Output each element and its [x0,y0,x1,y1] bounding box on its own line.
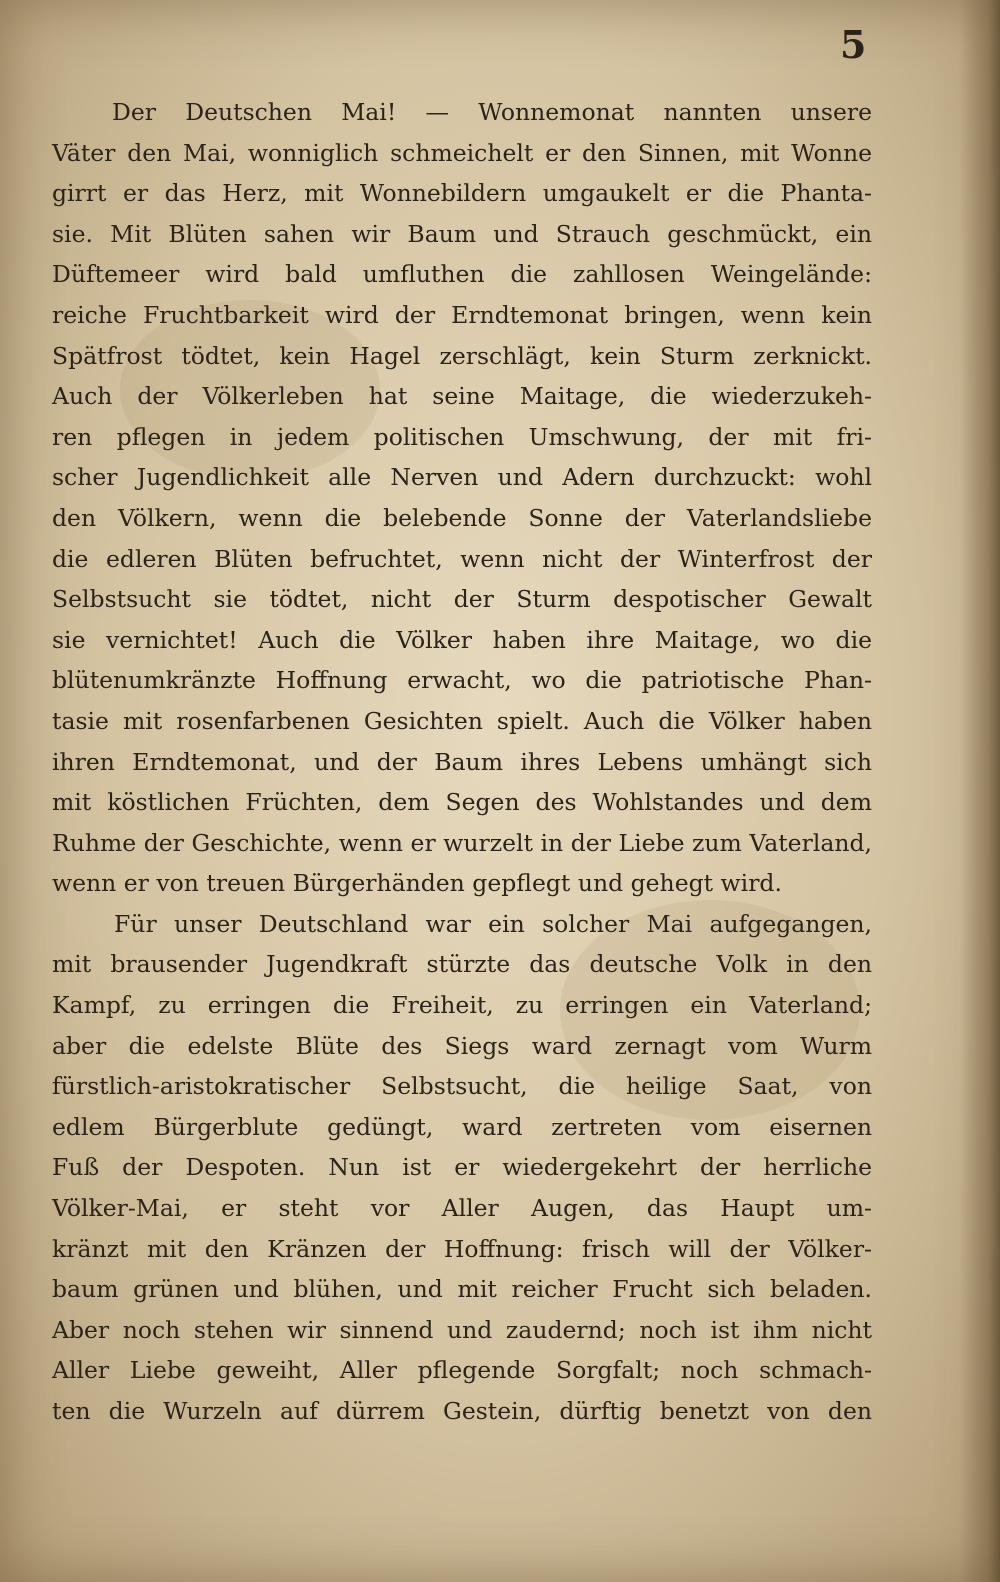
text-line: Völker-Mai, er steht vor Aller Augen, das Haupt um- [52,1194,872,1223]
text-line: blütenumkränzte Hoffnung erwacht, wo die patriotische Phan- [52,666,872,695]
text-line: ren pflegen in jedem politischen Umschwung, der mit fri- [52,422,872,451]
text-line: fürstlich-aristokratischer Selbstsucht, die heilige Saat, von [52,1072,872,1101]
text-line: Ruhme der Geschichte, wenn er wurzelt in der Liebe zum Vaterland, [52,828,872,857]
text-line: aber die edelste Blüte des Siegs ward zernagt vom Wurm [52,1031,872,1060]
text-line: Aller Liebe geweiht, Aller pflegende Sorgfalt; noch schmach- [52,1356,872,1385]
page-number: 5 [840,22,867,67]
text-line: ten die Wurzeln auf dürrem Gestein, dürftig benetzt von den [52,1397,872,1425]
text-line: edlem Bürgerblute gedüngt, ward zertreten vom eisernen [52,1112,872,1141]
text-line: sie vernichtet! Auch die Völker haben ihre Maitage, wo die [52,625,872,654]
text-line: mit brausender Jugendkraft stürzte das deutsche Volk in den [52,950,872,979]
text-line: Der Deutschen Mai! — Wonnemonat nannten unsere [112,98,872,126]
page-edge-shadow [960,0,1000,1582]
text-line: tasie mit rosenfarbenen Gesichten spielt. Auch die Völker haben [52,706,872,735]
text-line: Kampf, zu erringen die Freiheit, zu erringen ein Vaterland; [52,991,872,1020]
text-line: ihren Erndtemonat, und der Baum ihres Lebens umhängt sich [52,747,872,776]
text-line: Väter den Mai, wonniglich schmeichelt er den Sinnen, mit Wonne [52,138,872,167]
paragraph-1 [52,92,872,904]
text-line: baum grünen und blühen, und mit reicher Frucht sich beladen. [52,1275,872,1304]
text-line: Düftemeer wird bald umfluthen die zahllosen Weingelände: [52,260,872,289]
text-line: Fuß der Despoten. Nun ist er wiedergekehrt der herrliche [52,1153,872,1182]
text-line: mit köstlichen Früchten, dem Segen des Wohlstandes und dem [52,788,872,817]
text-line: den Völkern, wenn die belebende Sonne der Vaterlandsliebe [52,503,872,532]
text-line: Für unser Deutschland war ein solcher Mai aufgegangen, [114,909,872,938]
text-line: Aber noch stehen wir sinnend und zaudernd; noch ist ihm nicht [52,1315,872,1344]
text-line: girrt er das Herz, mit Wonnebildern umgaukelt er die Phanta- [52,179,872,208]
text-line: Selbstsucht sie tödtet, nicht der Sturm despotischer Gewalt [52,585,872,614]
paragraph-2 [52,904,872,1432]
text-line: reiche Fruchtbarkeit wird der Erndtemonat bringen, wenn kein [52,300,872,329]
text-line: scher Jugendlichkeit alle Nerven und Adern durchzuckt: wohl [52,463,872,492]
text-line: wenn er von treuen Bürgerhänden gepflegt und gehegt wird. [52,869,782,898]
body-text [52,92,872,1432]
text-line: die edleren Blüten befruchtet, wenn nicht der Winterfrost der [52,544,872,573]
text-line: Auch der Völkerleben hat seine Maitage, die wiederzukeh- [52,382,872,411]
text-line: Spätfrost tödtet, kein Hagel zerschlägt, kein Sturm zerknickt. [52,341,872,370]
text-line: sie. Mit Blüten sahen wir Baum und Strauch geschmückt, ein [52,219,872,248]
text-line: kränzt mit den Kränzen der Hoffnung: frisch will der Völker- [52,1234,872,1263]
